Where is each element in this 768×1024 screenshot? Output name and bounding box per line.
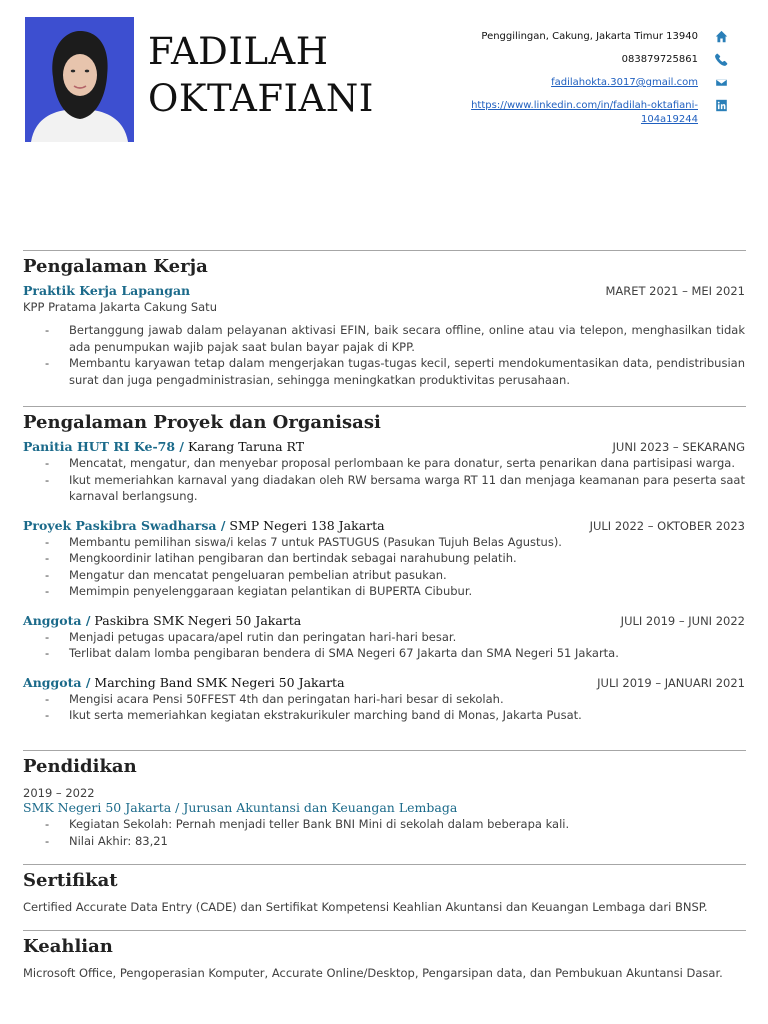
entry-header bbox=[23, 518, 745, 533]
entry-date: JULI 2022 – OKTOBER 2023 bbox=[589, 518, 745, 533]
entry-bullets bbox=[23, 691, 745, 724]
project-entry bbox=[23, 675, 745, 724]
section-divider bbox=[23, 250, 746, 251]
envelope-icon bbox=[715, 76, 728, 89]
profile-photo-illustration bbox=[25, 17, 134, 142]
education-bullets bbox=[23, 816, 745, 849]
certificates-section bbox=[23, 870, 745, 914]
entry-organization: KPP Pratama Jakarta Cakung Satu bbox=[23, 300, 217, 314]
skills-text: Microsoft Office, Pengoperasian Komputer, Accurate Online/Desktop, Pengarsipan data, dan Pembukuan Akuntansi Dasar. bbox=[23, 966, 723, 980]
linkedin-icon bbox=[715, 99, 728, 112]
entry-date: MARET 2021 – MEI 2021 bbox=[605, 284, 745, 298]
entry-header bbox=[23, 439, 745, 454]
entry-role-title: Praktik Kerja Lapangan bbox=[23, 283, 191, 298]
entry-header bbox=[23, 613, 745, 628]
contact-block bbox=[410, 30, 730, 136]
bullet-item: - Menjadi petugas upacara/apel rutin dan peringatan hari-hari besar. bbox=[23, 629, 745, 646]
section-title-skills: Keahlian bbox=[23, 936, 113, 957]
section-divider bbox=[23, 864, 746, 865]
bullet-item: - Memimpin penyelenggaraan kegiatan pelantikan di BUPERTA Cibubur. bbox=[23, 583, 745, 600]
education-school: SMK Negeri 50 Jakarta / Jurusan Akuntansi dan Keuangan Lembaga bbox=[23, 800, 458, 815]
bullet-item: - Mengatur dan mencatat pengeluaran pembelian atribut pasukan. bbox=[23, 567, 745, 584]
entry-role bbox=[23, 518, 385, 533]
entry-role-title: Anggota / bbox=[23, 674, 91, 690]
section-title-work: Pengalaman Kerja bbox=[23, 256, 208, 277]
entry-organization: Paskibra SMK Negeri 50 Jakarta bbox=[94, 612, 302, 628]
bullet-item: - Mengisi acara Pensi 50FFEST 4th dan peringatan hari-hari besar di sekolah. bbox=[23, 691, 745, 708]
bullet-item: - Terlibat dalam lomba pengibaran bendera di SMA Negeri 67 Jakarta dan SMA Negeri 51 Jakarta. bbox=[23, 645, 745, 662]
phone-icon bbox=[715, 53, 728, 66]
section-divider bbox=[23, 930, 746, 931]
entry-role-title: Proyek Paskibra Swadharsa / bbox=[23, 517, 226, 533]
entry-organization: Marching Band SMK Negeri 50 Jakarta bbox=[94, 674, 345, 690]
name-first: FADILAH bbox=[148, 30, 329, 73]
home-icon bbox=[715, 30, 728, 43]
project-entry bbox=[23, 439, 745, 505]
bullet-item: - Bertanggung jawab dalam pelayanan aktivasi EFIN, baik secara offline, online atau via telepon, menghasilkan tidak ada penumpukan wajib pajak saat bulan bayar pajak di KPP. bbox=[23, 322, 745, 355]
contact-linkedin bbox=[410, 99, 730, 127]
profile-photo bbox=[25, 17, 134, 142]
section-divider bbox=[23, 406, 746, 407]
bullet-item: - Ikut serta memeriahkan kegiatan ekstrakurikuler marching band di Monas, Jakarta Pusat. bbox=[23, 707, 745, 724]
contact-phone bbox=[410, 53, 730, 67]
contact-address bbox=[410, 30, 730, 44]
section-title-certificates: Sertifikat bbox=[23, 870, 118, 891]
bullet-item: - Ikut memeriahkan karnaval yang diadakan oleh RW bersama warga RT 11 dan menjaga keamanan para peserta saat karnaval berlangsung. bbox=[23, 472, 745, 505]
work-entry bbox=[23, 283, 745, 388]
entry-organization: SMP Negeri 138 Jakarta bbox=[229, 517, 385, 533]
entry-role-title: Panitia HUT RI Ke-78 / bbox=[23, 439, 184, 454]
entry-bullets bbox=[23, 322, 745, 388]
linkedin-link[interactable] bbox=[471, 99, 698, 127]
entry-date: JULI 2019 – JANUARI 2021 bbox=[597, 675, 745, 690]
bullet-item: - Mengkoordinir latihan pengibaran dan bertindak sebagai narahubung pelatih. bbox=[23, 550, 745, 567]
linkedin-url-part1: https://www.linkedin.com/in/fadilah-oktafiani- bbox=[471, 100, 698, 111]
contact-email bbox=[410, 76, 730, 90]
project-entry bbox=[23, 613, 745, 662]
full-name bbox=[148, 28, 374, 122]
entry-bullets bbox=[23, 629, 745, 662]
bullet-item: - Nilai Akhir: 83,21 bbox=[23, 833, 745, 850]
linkedin-url-part2: 104a19244 bbox=[640, 114, 698, 125]
bullet-item: - Membantu karyawan tetap dalam mengerjakan tugas-tugas kecil, seperti mendokumentasikan data, pendistribusian surat dan juga pengadministrasian, sehingga meningkatkan produktivitas perusahaan. bbox=[23, 355, 745, 388]
email-link[interactable]: fadilahokta.3017@gmail.com bbox=[551, 77, 698, 88]
phone-text: 083879725861 bbox=[621, 54, 698, 65]
certificates-text: Certified Accurate Data Entry (CADE) dan Sertifikat Kompetensi Keahlian Akuntansi dan Keuangan Lembaga dari BNSP. bbox=[23, 900, 708, 914]
entry-header bbox=[23, 283, 745, 298]
entry-role bbox=[23, 675, 345, 690]
entry-bullets bbox=[23, 534, 745, 600]
entry-role bbox=[23, 613, 301, 628]
entry-header bbox=[23, 675, 745, 690]
entry-date: JULI 2019 – JUNI 2022 bbox=[620, 613, 745, 628]
name-last: OKTAFIANI bbox=[148, 77, 374, 120]
project-entry bbox=[23, 518, 745, 600]
projects-section bbox=[23, 412, 745, 724]
bullet-item: - Kegiatan Sekolah: Pernah menjadi teller Bank BNI Mini di sekolah dalam beberapa kali. bbox=[23, 816, 745, 833]
entry-role-title: Anggota / bbox=[23, 612, 91, 628]
education-section bbox=[23, 756, 745, 849]
section-title-projects: Pengalaman Proyek dan Organisasi bbox=[23, 412, 381, 433]
work-section bbox=[23, 256, 745, 388]
entry-organization: Karang Taruna RT bbox=[187, 439, 305, 454]
skills-section bbox=[23, 936, 745, 980]
bullet-item: - Mencatat, mengatur, dan menyebar proposal perlombaan ke para donatur, serta penarikan dana partisipasi warga. bbox=[23, 455, 745, 472]
education-years: 2019 – 2022 bbox=[23, 786, 95, 800]
address-text: Penggilingan, Cakung, Jakarta Timur 13940 bbox=[481, 31, 698, 42]
entry-role bbox=[23, 439, 304, 454]
section-divider bbox=[23, 750, 746, 751]
entry-date: JUNI 2023 – SEKARANG bbox=[612, 440, 745, 454]
entry-role bbox=[23, 283, 190, 298]
bullet-item: - Membantu pemilihan siswa/i kelas 7 untuk PASTUGUS (Pasukan Tujuh Belas Agustus). bbox=[23, 534, 745, 551]
section-title-education: Pendidikan bbox=[23, 756, 137, 777]
entry-bullets bbox=[23, 455, 745, 505]
